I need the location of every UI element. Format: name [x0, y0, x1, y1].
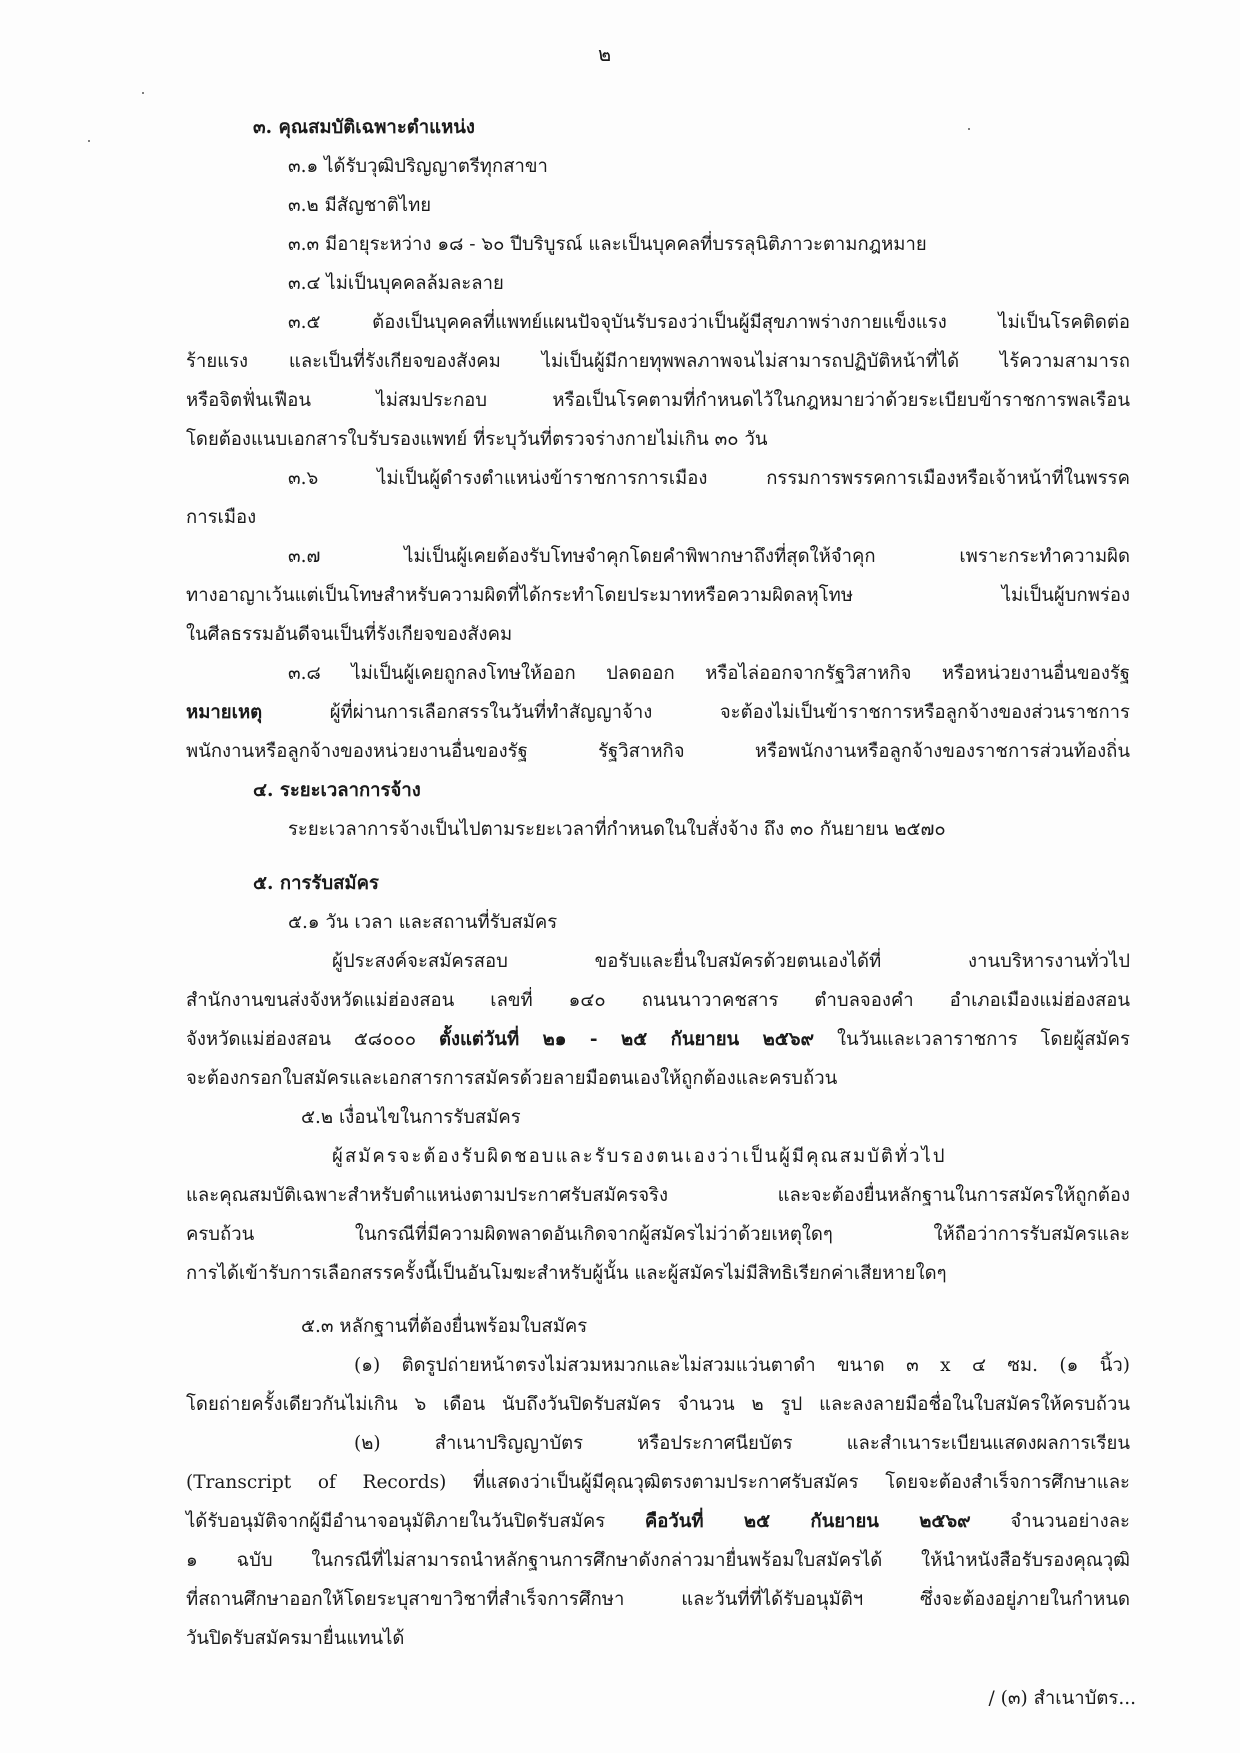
scan-speck	[968, 128, 970, 130]
text-line: พนักงานหรือลูกจ้างของหน่วยงานอื่นของรัฐ รัฐวิสาหกิจ หรือพนักงานหรือลูกจ้างของราชการส่วนท้องถิ่น	[186, 741, 1130, 762]
text-line: (๑) ติดรูปถ่ายหน้าตรงไม่สวมหมวกและไม่สวมแว่นตาดำ ขนาด ๓ x ๔ ซม. (๑ นิ้ว)	[354, 1355, 1130, 1376]
section-heading: ๔. ระยะเวลาการจ้าง	[253, 780, 421, 801]
text-segment: จำนวนอย่างละ	[970, 1511, 1130, 1532]
text-line: ๓.๓ มีอายุระหว่าง ๑๘ - ๖๐ ปีบริบูรณ์ และเป็นบุคคลที่บรรลุนิติภาวะตามกฎหมาย	[288, 234, 927, 255]
closing-date: คือวันที่ ๒๕ กันยายน ๒๕๖๙	[644, 1511, 971, 1532]
text-line: ๓.๖ ไม่เป็นผู้ดำรงตำแหน่งข้าราชการการเมือง กรรมการพรรคการเมืองหรือเจ้าหน้าที่ในพรรค	[288, 468, 1130, 489]
text-line: วันปิดรับสมัครมายื่นแทนได้	[186, 1628, 405, 1649]
text-line: การได้เข้ารับการเลือกสรรครั้งนี้เป็นอันโมฆะสำหรับผู้นั้น และผู้สมัครไม่มีสิทธิเรียกค่าเสียหายใดๆ	[186, 1263, 947, 1284]
text-line: โดยถ่ายครั้งเดียวกันไม่เกิน ๖ เดือน นับถึงวันปิดรับสมัคร จำนวน ๒ รูป และลงลายมือชื่อในใบสมัครให้ครบถ้วน	[186, 1394, 1130, 1415]
text-line: โดยต้องแนบเอกสารใบรับรองแพทย์ ที่ระบุวันที่ตรวจร่างกายไม่เกิน ๓๐ วัน	[186, 429, 768, 450]
text-line: (Transcript of Records) ที่แสดงว่าเป็นผู้มีคุณวุฒิตรงตามประกาศรับสมัคร โดยจะต้องสำเร็จการศึกษาและ	[186, 1472, 1130, 1493]
text-line: ๑ ฉบับ ในกรณีที่ไม่สามารถนำหลักฐานการศึกษาดังกล่าวมายื่นพร้อมใบสมัครได้ ให้นำหนังสือรับรองคุณวุฒิ	[186, 1550, 1130, 1571]
text-line: การเมือง	[186, 507, 257, 528]
text-line: ๓.๑ ได้รับวุฒิปริญญาตรีทุกสาขา	[288, 156, 548, 177]
text-line: ในศีลธรรมอันดีจนเป็นที่รังเกียจของสังคม	[186, 624, 513, 645]
note-text: ผู้ที่ผ่านการเลือกสรรในวันที่ทำสัญญาจ้าง จะต้องไม่เป็นข้าราชการหรือลูกจ้างของส่วนราชการ	[262, 702, 1130, 723]
section-heading: ๕. การรับสมัคร	[253, 873, 379, 894]
scan-speck	[88, 140, 90, 142]
application-dates: ตั้งแต่วันที่ ๒๑ - ๒๕ กันยายน ๒๕๖๙	[438, 1029, 815, 1050]
text-segment: ได้รับอนุมัติจากผู้มีอำนาจอนุมัติภายในวันปิดรับสมัคร	[186, 1511, 645, 1532]
subsection-heading: ๕.๓ หลักฐานที่ต้องยื่นพร้อมใบสมัคร	[301, 1316, 588, 1337]
section-heading: ๓. คุณสมบัติเฉพาะตำแหน่ง	[253, 117, 475, 138]
text-line: ระยะเวลาการจ้างเป็นไปตามระยะเวลาที่กำหนดในใบสั่งจ้าง ถึง ๓๐ กันยายน ๒๕๗๐	[288, 819, 946, 840]
subsection-heading: ๕.๑ วัน เวลา และสถานที่รับสมัคร	[288, 912, 558, 933]
text-line	[186, 1508, 1130, 1536]
text-line: และคุณสมบัติเฉพาะสำหรับตำแหน่งตามประกาศรับสมัครจริง และจะต้องยื่นหลักฐานในการสมัครให้ถูกต้อง	[186, 1185, 1130, 1206]
note-label: หมายเหตุ	[186, 702, 263, 723]
text-line: ทางอาญาเว้นแต่เป็นโทษสำหรับความผิดที่ได้กระทำโดยประมาทหรือความผิดลหุโทษ ไม่เป็นผู้บกพร่อง	[186, 585, 1130, 606]
text-line: ๓.๔ ไม่เป็นบุคคลล้มละลาย	[288, 273, 504, 294]
text-line: ร้ายแรง และเป็นที่รังเกียจของสังคม ไม่เป็นผู้มีกายทุพพลภาพจนไม่สามารถปฏิบัติหน้าที่ได้ ไร้ความสามารถ	[186, 351, 1130, 372]
text-line: ผู้ประสงค์จะสมัครสอบ ขอรับและยื่นใบสมัครด้วยตนเองได้ที่ งานบริหารงานทั่วไป	[332, 951, 1130, 972]
text-line	[186, 1026, 1130, 1054]
page-number: ๒	[598, 42, 612, 66]
text-line: ๓.๗ ไม่เป็นผู้เคยต้องรับโทษจำคุกโดยคำพิพากษาถึงที่สุดให้จำคุก เพราะกระทำความผิด	[288, 546, 1130, 567]
text-line: ๓.๕ ต้องเป็นบุคคลที่แพทย์แผนปัจจุบันรับรองว่าเป็นผู้มีสุขภาพร่างกายแข็งแรง ไม่เป็นโรคติดต่อ	[288, 312, 1130, 333]
text-line: ที่สถานศึกษาออกให้โดยระบุสาขาวิชาที่สำเร็จการศึกษา และวันที่ที่ได้รับอนุมัติฯ ซึ่งจะต้องอยู่ภายในกำหนด	[186, 1589, 1130, 1610]
text-line: (๒) สำเนาปริญญาบัตร หรือประกาศนียบัตร และสำเนาระเบียนแสดงผลการเรียน	[354, 1433, 1130, 1454]
text-line: ๓.๒ มีสัญชาติไทย	[288, 195, 432, 216]
scan-speck	[142, 92, 144, 94]
continuation-note: / (๓) สำเนาบัตร...	[988, 1688, 1136, 1709]
text-line: สำนักงานขนส่งจังหวัดแม่ฮ่องสอน เลขที่ ๑๔๐ ถนนนาวาคชสาร ตำบลจองคำ อำเภอเมืองแม่ฮ่องสอน	[186, 990, 1130, 1011]
note-line	[186, 699, 1130, 727]
subsection-heading: ๕.๒ เงื่อนไขในการรับสมัคร	[301, 1107, 521, 1128]
text-line: จะต้องกรอกใบสมัครและเอกสารการสมัครด้วยลายมือตนเองให้ถูกต้องและครบถ้วน	[186, 1068, 838, 1089]
text-line: หรือจิตฟั่นเฟือน ไม่สมประกอบ หรือเป็นโรคตามที่กำหนดไว้ในกฎหมายว่าด้วยระเบียบข้าราชการพลเรือน	[186, 390, 1130, 411]
text-segment: จังหวัดแม่ฮ่องสอน ๕๘๐๐๐	[186, 1029, 439, 1050]
text-segment: ในวันและเวลาราชการ โดยผู้สมัคร	[814, 1029, 1130, 1050]
text-line: ครบถ้วน ในกรณีที่มีความผิดพลาดอันเกิดจากผู้สมัครไม่ว่าด้วยเหตุใดๆ ให้ถือว่าการรับสมัครและ	[186, 1224, 1130, 1245]
text-line: ผู้สมัครจะต้องรับผิดชอบและรับรองตนเองว่าเป็นผู้มีคุณสมบัติทั่วไป	[332, 1146, 947, 1167]
text-line: ๓.๘ ไม่เป็นผู้เคยถูกลงโทษให้ออก ปลดออก หรือไล่ออกจากรัฐวิสาหกิจ หรือหน่วยงานอื่นของรัฐ	[288, 663, 1130, 684]
